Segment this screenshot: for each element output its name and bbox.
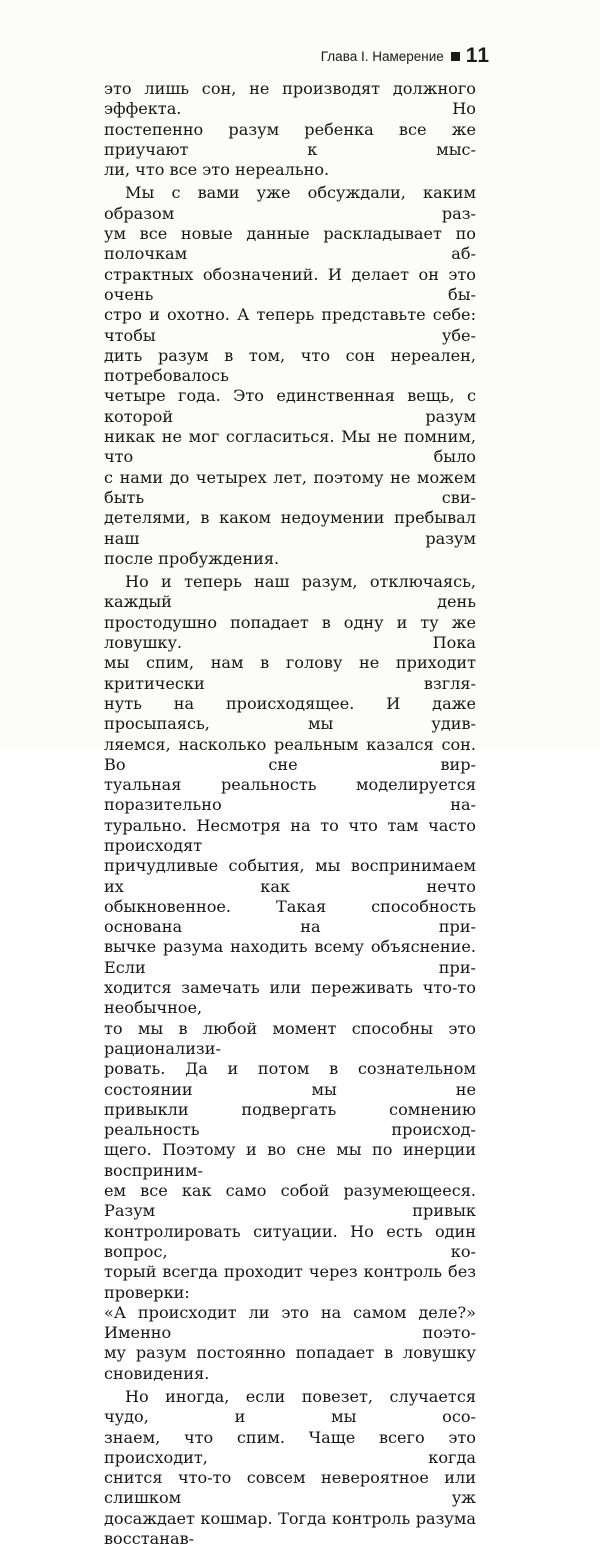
text-line: привыкли подвергать сомнению реальность происход- — [104, 1099, 476, 1140]
text-line: ли, что все это нереально. — [104, 160, 330, 180]
text-line: причудливые события, мы воспринимаем их как нечто — [104, 856, 476, 896]
text-line: Но и теперь наш разум, отключаясь, каждый день — [104, 572, 476, 612]
text-line: стро и охотно. А теперь представьте себе: чтобы убе- — [104, 305, 476, 345]
text-line: ум все новые данные раскладывает по полочкам аб- — [104, 224, 476, 264]
text-line: торый всегда проходит через контроль без проверки: — [104, 1262, 476, 1302]
text-line: вычке разума находить всему объяснение. Если при- — [104, 937, 476, 977]
text-line: Мы с вами уже обсуждали, каким образом раз- — [104, 183, 476, 223]
text-line: постепенно разум ребенка все же приучают к мыс- — [104, 119, 476, 159]
text-line: щего. Поэтому и во сне мы по инерции восприним- — [104, 1140, 476, 1180]
text-line: снится что-то совсем невероятное или слишком уж — [104, 1468, 476, 1508]
text-line: му разум постоянно попадает в ловушку сновидения. — [104, 1343, 476, 1383]
text-line: это лишь сон, не производят должного эффекта. Но — [104, 79, 476, 119]
text-line: обыкновенное. Такая способность основана на при- — [104, 896, 476, 937]
text-line: ляемся, насколько реальным казался сон. Во сне вир- — [104, 734, 476, 774]
text-line: то мы в любой момент способны это рационализи- — [104, 1018, 476, 1058]
body-text — [104, 79, 476, 1549]
text-line: Но иногда, если повезет, случается чудо, и мы осо- — [104, 1387, 476, 1427]
text-line: детелями, в каком недоумении пребывал наш разум — [104, 508, 476, 548]
square-bullet-icon — [451, 52, 460, 61]
text-line: контролировать ситуации. Но есть один вопрос, ко- — [104, 1221, 476, 1261]
text-line: четыре года. Это единственная вещь, с которой разум — [104, 386, 476, 426]
page-number: 11 — [465, 44, 490, 67]
text-line: нуть на происходящее. И даже просыпаясь, мы удив- — [104, 693, 476, 734]
text-line: знаем, что спим. Чаще всего это происходит, когда — [104, 1427, 476, 1467]
text-line: мы спим, нам в голову не приходит критически взгля- — [104, 653, 476, 693]
text-line: страктных обозначений. И делает он это очень бы- — [104, 264, 476, 304]
chapter-title: Глава I. Намерение — [320, 48, 444, 64]
text-line: ем все как само собой разумеющееся. Разум привык — [104, 1181, 476, 1221]
text-line: дить разум в том, что сон нереален, потребовалось — [104, 345, 476, 386]
text-line: ровать. Да и потом в сознательном состоянии мы не — [104, 1059, 476, 1099]
text-line: досаждает кошмар. Тогда контроль разума восстанав- — [104, 1508, 476, 1549]
text-line: «А происходит ли это на самом деле?» Именно поэто- — [104, 1302, 476, 1343]
text-line: с нами до четырех лет, поэтому не можем быть сви- — [104, 467, 476, 507]
text-line: никак не мог согласиться. Мы не помним, что было — [104, 427, 476, 467]
text-line: туальная реальность моделируется поразительно на- — [104, 775, 476, 815]
running-header — [321, 44, 490, 68]
text-line: ходится замечать или переживать что-то необычное, — [104, 978, 476, 1018]
text-line: простодушно попадает в одну и ту же ловушку. Пока — [104, 612, 476, 653]
text-line: после пробуждения. — [104, 548, 280, 568]
text-line: турально. Несмотря на то что там часто происходят — [104, 815, 476, 855]
